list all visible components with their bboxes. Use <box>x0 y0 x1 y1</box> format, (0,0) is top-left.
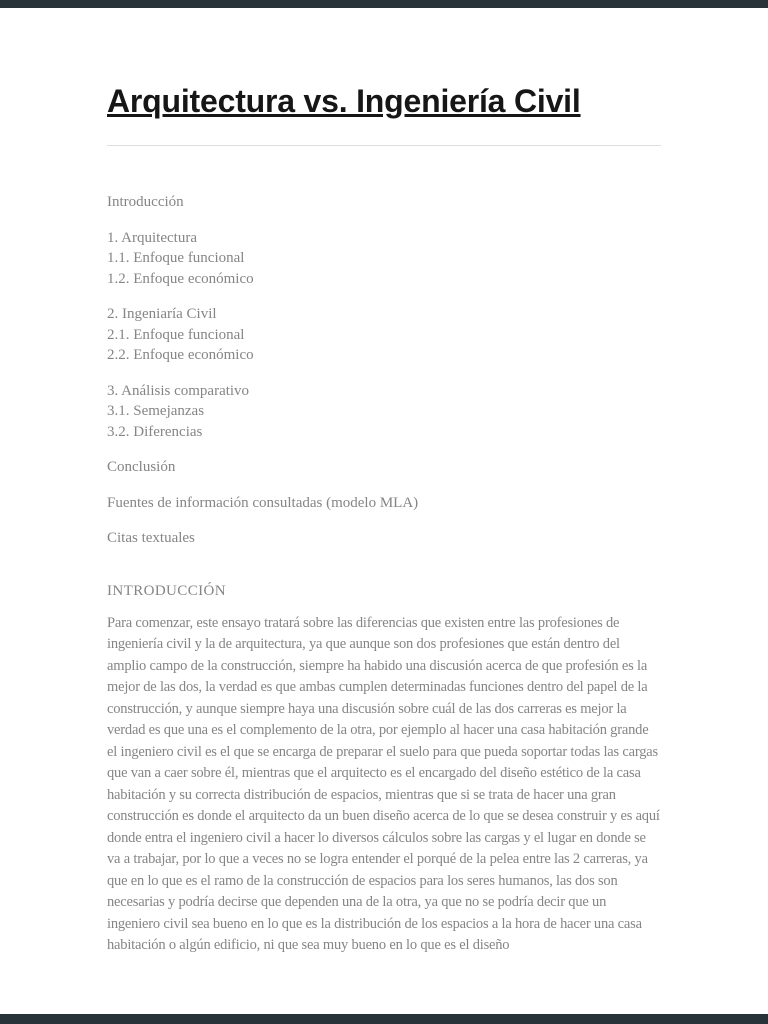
toc-item: 1. Arquitectura <box>107 229 197 246</box>
toc-group-analisis-comparativo <box>107 381 661 443</box>
toc-item: 3.2. Diferencias <box>107 423 203 440</box>
toc-item: Fuentes de información consultadas (modelo MLA) <box>107 494 419 511</box>
toc-item: Citas textuales <box>107 530 195 547</box>
toc-item: 3.1. Semejanzas <box>107 403 205 420</box>
page-title: Arquitectura vs. Ingeniería Civil <box>107 83 581 119</box>
toc-item: 1.2. Enfoque económico <box>107 270 254 287</box>
toc-group-fuentes <box>107 493 661 514</box>
introduction-paragraph: Para comenzar, este ensayo tratará sobre las diferencias que existen entre las profesiones de ingeniería civil y la de arquitectura, ya que aunque son dos profesiones que están dentro del amplio campo de la construcción, siempre ha habido una discusión acerca de que profesión es la mejor de las dos, la verdad es que ambas cumplen determinadas funciones dentro del papel de la construcción, y aunque siempre haya una discusión sobre cuál de las dos carreras es mejor la verdad es que una es el complemento de la otra, por ejemplo al hacer una casa habitación grande el ingeniero civil es el que se encarga de preparar el suelo para que pueda soportar todas las cargas que van a caer sobre él, mientras que el arquitecto es el encargado del diseño estético de la casa habitación y su correcta distribución de espacios, mientras que si se trata de hacer una gran construcción es donde el arquitecto da un buen diseño acerca de lo que se desea construir y es aquí donde entra el ingeniero civil a hacer lo diversos cálculos sobre las cargas y el lugar en donde se va a trabajar, por lo que a veces no se logra entender el porqué de la pelea entre las 2 carreras, ya que en lo que es el ramo de la construcción de espacios para los seres humanos, las dos son necesarias y podría decirse que dependen una de la otra, ya que no se podría decir que un ingeniero civil sea bueno en lo que es la distribución de los espacios a la hora de hacer una casa habitación o algún edificio, ni que sea muy bueno en lo que es el diseño <box>107 614 660 954</box>
table-of-contents <box>107 192 661 549</box>
toc-group-introduccion <box>107 192 661 213</box>
toc-item: 2.1. Enfoque funcional <box>107 326 245 343</box>
title-divider <box>107 145 661 146</box>
toc-group-conclusion <box>107 457 661 478</box>
toc-item: Conclusión <box>107 459 176 476</box>
toc-item: 2. Ingeniaría Civil <box>107 306 217 323</box>
viewer-top-edge <box>0 0 768 8</box>
toc-item: 3. Análisis comparativo <box>107 382 250 399</box>
section-heading-introduccion: INTRODUCCIÓN <box>107 582 226 599</box>
toc-group-citas <box>107 528 661 549</box>
toc-item: Introducción <box>107 194 184 211</box>
viewer-bottom-edge <box>0 1014 768 1024</box>
toc-item: 2.2. Enfoque económico <box>107 347 254 364</box>
toc-group-ingenieria-civil <box>107 304 661 366</box>
toc-group-arquitectura <box>107 228 661 290</box>
toc-item: 1.1. Enfoque funcional <box>107 250 245 267</box>
